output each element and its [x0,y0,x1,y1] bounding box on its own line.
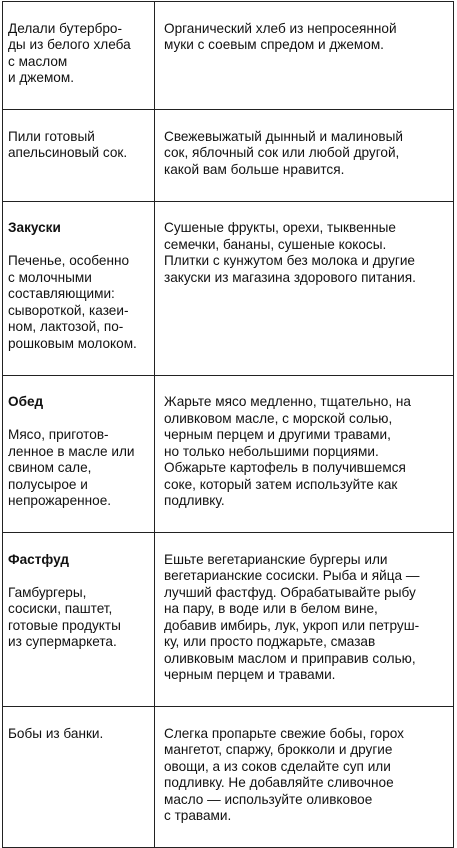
table-row [3,707,454,848]
left-cell-text: Мясо, приготов- ленное в масле или свином сале, полусырое и непрожаренное. [8,427,135,508]
right-cell [155,110,454,202]
right-cell [155,375,454,533]
right-cell-text: Слегка пропарьте свежие бобы, горох мангетот, спаржу, брокколи и другие овощи, а из соков сделайте суп или подливку. Не добавляйте сливочное масло — используйте оливковое с травами. [164,725,404,823]
table-row [3,375,454,533]
left-cell [3,375,155,533]
right-cell-text: Жарьте мясо медленно, тщательно, на оливковом масле, с морской солью, черным перцем и другими травами, но только небольшими порциями. Обжарьте картофель в получившемся соке, который затем используйте как подливку. [164,394,411,508]
section-heading: Обед [8,394,44,409]
section-heading: Закуски [8,220,61,235]
right-cell [155,533,454,707]
right-cell-text: Ешьте вегетарианские бургеры или вегетарианские сосиски. Рыба и яйца — лучший фастфуд. Обрабатывайте рыбу на пару, в воде или в белом вине, добавив имбирь, лук, укроп или петруш- ку, или просто поджарьте, смазав оливковым маслом и приправив солью, черным перцем и травами. [164,551,420,682]
left-cell [3,707,155,848]
right-cell [155,707,454,848]
left-cell [3,110,155,202]
right-cell [155,201,454,375]
left-cell [3,533,155,707]
food-comparison-table [2,1,454,848]
right-cell-text: Органический хлеб из непросеянной муки с соевым спредом и джемом. [164,20,397,52]
left-cell-text: Пили готовый апельсиновый сок. [8,128,128,160]
left-cell [3,2,155,110]
right-cell-text: Сушеные фрукты, орехи, тыквенные семечки, бананы, сушеные кокосы. Плитки с кунжутом без молока и другие закуски из магазина здорового питания. [164,220,416,285]
left-cell-text: Гамбургеры, сосиски, паштет, готовые продукты из супермаркета. [8,584,121,649]
table-row [3,201,454,375]
table-row [3,110,454,202]
left-cell-text: Печенье, особенно с молочными составляющими: сывороткой, казеи- ном, лактозой, по- рошковым молоком. [8,253,137,351]
section-heading: Фастфуд [8,551,69,567]
left-cell-text: Делали бутербро- ды из белого хлеба с маслом и джемом. [8,20,131,85]
table-row [3,2,454,110]
left-cell-text: Бобы из банки. [8,725,104,741]
right-cell [155,2,454,110]
table-row [3,533,454,707]
left-cell [3,201,155,375]
right-cell-text: Свежевыжатый дынный и малиновый сок, яблочный сок или любой другой, какой вам больше нравится. [164,128,403,177]
